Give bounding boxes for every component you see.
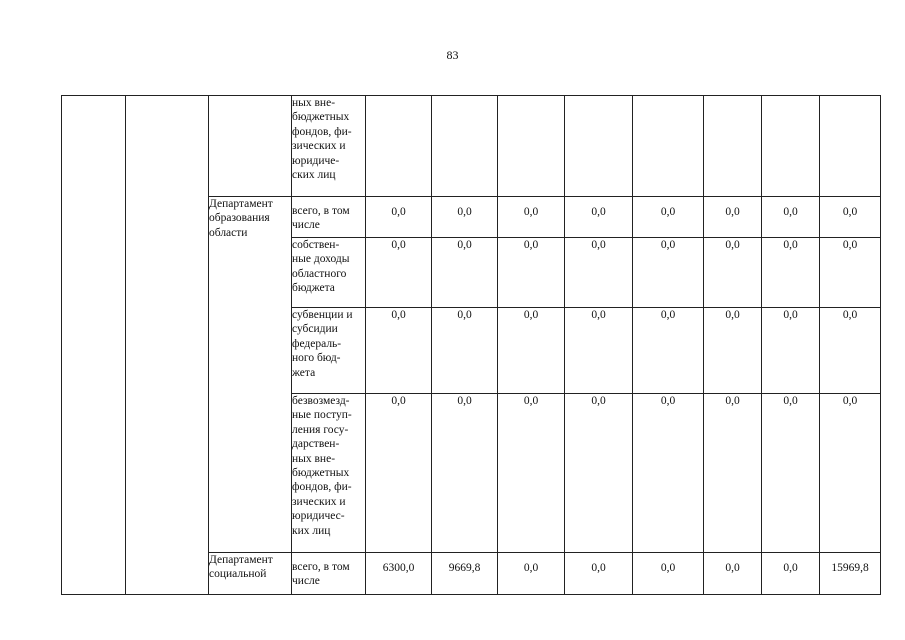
cell-value: 0,0 [762, 308, 820, 394]
cell-value [498, 96, 565, 197]
cell-department-blank [209, 96, 292, 197]
cell-value: 0,0 [366, 394, 432, 553]
cell-value: 0,0 [498, 553, 565, 595]
cell-value: 0,0 [633, 197, 704, 238]
cell-value: 0,0 [704, 197, 762, 238]
cell-blank-col1 [62, 96, 126, 595]
cell-value: 0,0 [432, 308, 498, 394]
cell-value: 0,0 [820, 238, 881, 308]
cell-value [565, 96, 633, 197]
cell-value: 0,0 [565, 308, 633, 394]
cell-value: 0,0 [762, 197, 820, 238]
cell-source: всего, в том числе [292, 197, 366, 238]
cell-value [820, 96, 881, 197]
cell-value: 0,0 [762, 394, 820, 553]
cell-value: 0,0 [820, 394, 881, 553]
cell-value: 0,0 [498, 238, 565, 308]
cell-value: 0,0 [498, 308, 565, 394]
cell-value: 15969,8 [820, 553, 881, 595]
cell-value: 0,0 [704, 308, 762, 394]
cell-value: 0,0 [633, 553, 704, 595]
cell-value [762, 96, 820, 197]
cell-value: 0,0 [565, 238, 633, 308]
cell-value: 0,0 [704, 394, 762, 553]
cell-department: Департамент образования области [209, 197, 292, 553]
cell-value: 0,0 [762, 238, 820, 308]
page-number: 83 [446, 48, 459, 62]
cell-value: 0,0 [432, 238, 498, 308]
cell-value: 0,0 [633, 308, 704, 394]
cell-value: 0,0 [366, 238, 432, 308]
cell-value: 0,0 [565, 197, 633, 238]
cell-value [366, 96, 432, 197]
cell-value: 0,0 [633, 394, 704, 553]
cell-value [432, 96, 498, 197]
cell-source: субвенции и субсидии федераль- ного бюд- жета [292, 308, 366, 394]
cell-value: 0,0 [498, 197, 565, 238]
cell-value: 0,0 [366, 197, 432, 238]
cell-source: безвозмезд- ные поступ- ления госу- дарствен- ных вне- бюджетных фондов, фи- зических и юридичес- ких лиц [292, 394, 366, 553]
cell-value: 0,0 [762, 553, 820, 595]
cell-value: 0,0 [565, 553, 633, 595]
cell-value: 0,0 [704, 553, 762, 595]
cell-value: 0,0 [498, 394, 565, 553]
cell-value: 0,0 [565, 394, 633, 553]
cell-value: 6300,0 [366, 553, 432, 595]
budget-table [61, 95, 881, 595]
cell-value: 0,0 [432, 197, 498, 238]
cell-value: 0,0 [633, 238, 704, 308]
cell-value [633, 96, 704, 197]
cell-source: собствен- ные доходы областного бюджета [292, 238, 366, 308]
cell-value: 0,0 [820, 197, 881, 238]
cell-value: 9669,8 [432, 553, 498, 595]
cell-source: всего, в том числе [292, 553, 366, 595]
cell-blank-col2 [126, 96, 209, 595]
cell-value: 0,0 [820, 308, 881, 394]
cell-source: ных вне- бюджетных фондов, фи- зических и юридиче- ских лиц [292, 96, 366, 197]
cell-value [704, 96, 762, 197]
cell-value: 0,0 [704, 238, 762, 308]
table-row [62, 96, 881, 197]
cell-value: 0,0 [366, 308, 432, 394]
cell-value: 0,0 [432, 394, 498, 553]
cell-department: Департамент социальной [209, 553, 292, 595]
